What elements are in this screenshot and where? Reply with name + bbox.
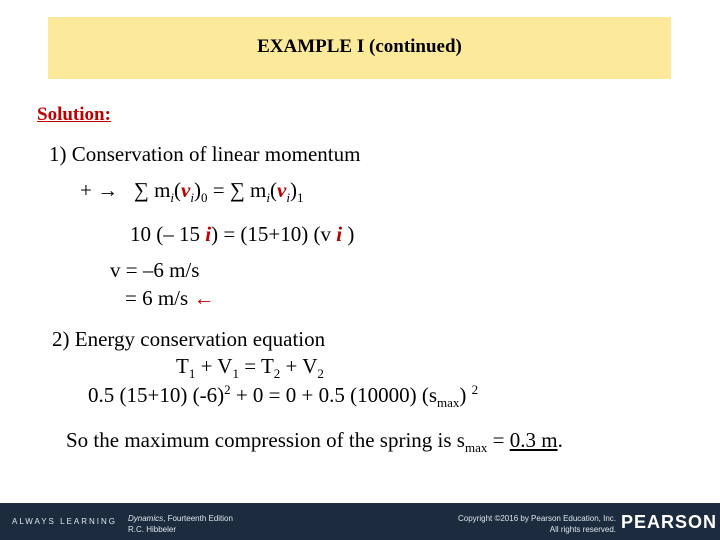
solution-label: Solution: bbox=[37, 104, 111, 125]
always-learning-text: ALWAYS LEARNING bbox=[12, 517, 117, 526]
left-arrow-icon: ← bbox=[193, 286, 215, 310]
footer-bar bbox=[0, 503, 720, 540]
copyright-line: Copyright ©2016 by Pearson Education, Inc. bbox=[458, 514, 616, 523]
momentum-equation: + → ∑ $m_i(v_i)_0$ = ∑ $m_i(v_i)_1$ bbox=[80, 178, 304, 206]
conclusion-text: So the maximum compression of the spring is $s_{max} = 0.3$ m. bbox=[66, 428, 563, 456]
substitution-equation: 10 (– 15 i) = (15+10) (v i ) bbox=[130, 222, 355, 246]
step1-label: 1) Conservation of linear momentum bbox=[49, 142, 361, 166]
rights-line: All rights reserved. bbox=[549, 525, 616, 534]
book-title: Dynamics, Fourteenth Edition bbox=[128, 514, 233, 523]
answer-value: 0.3 m bbox=[509, 428, 558, 452]
book-author: R.C. Hibbeler bbox=[128, 525, 177, 534]
step2-heading: 2) Energy conservation equation bbox=[52, 327, 326, 351]
slide-title: EXAMPLE I (continued) bbox=[257, 36, 462, 57]
title-banner bbox=[48, 17, 671, 79]
step1-heading bbox=[49, 142, 360, 167]
velocity-magnitude: = 6 m/s ← bbox=[125, 286, 215, 310]
direction-indicator: + → bbox=[80, 178, 119, 202]
energy-equation: $T_1 + V_1 = T_2 + V_2$ bbox=[176, 354, 324, 382]
velocity-result: v = –6 m/s bbox=[110, 258, 200, 282]
numeric-energy-equation: 0.5 (15+10) $(-6)^2 + 0 = 0 + 0.5$ (10000) $(s_{max})$ $^2$ bbox=[88, 382, 479, 411]
pearson-logo: PEARSON bbox=[621, 512, 718, 532]
